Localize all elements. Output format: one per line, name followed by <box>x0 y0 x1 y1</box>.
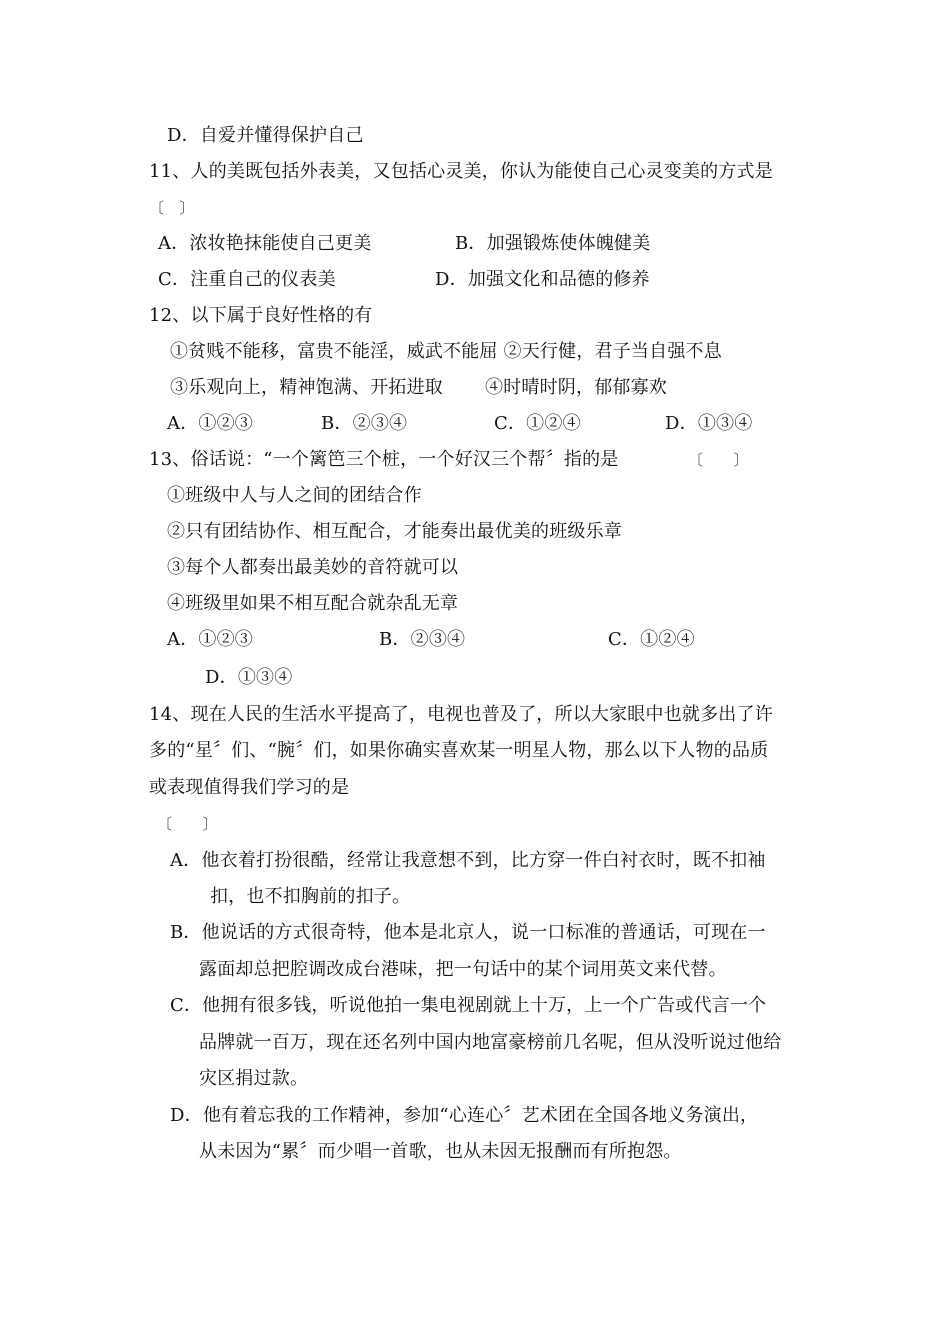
q14-option-a-line-1: A．他衣着打扮很酷，经常让我意想不到，比方穿一件白衬衣时，既不扣袖 <box>170 850 766 871</box>
q14-option-d-line-2: 从未因为“累〞而少唱一首歌，也从未因无报酬而有所抱怨。 <box>199 1141 682 1162</box>
q13-stem: 13、俗话说：“一个篱笆三个桩，一个好汉三个帮〞指的是 <box>149 449 619 470</box>
q11-option-b: B．加强锻炼使体魄健美 <box>455 233 651 254</box>
q11-stem-line-1: 11、人的美既包括外表美，又包括心灵美，你认为能使自己心灵变美的方式是 <box>149 161 773 182</box>
q11-answer-bracket: 〔 〕 <box>149 199 195 217</box>
q12-items-1-2: ①贫贱不能移，富贵不能淫，威武不能屈 ②天行健，君子当自强不息 <box>170 341 722 362</box>
q14-option-b-line-1: B．他说话的方式很奇特，他本是北京人，说一口标准的普通话，可现在一 <box>170 922 766 943</box>
q14-option-c-line-3: 灾区捐过款。 <box>199 1068 309 1089</box>
q11-option-c: C．注重自己的仪表美 <box>158 269 336 290</box>
q12-item-3: ③乐观向上，精神饱满、开拓进取 <box>170 377 443 398</box>
q14-stem-line-2: 多的“星〞们、“腕〞们，如果你确实喜欢某一明星人物，那么以下人物的品质 <box>149 740 769 761</box>
q14-option-c-line-2: 品牌就一百万，现在还名列中国内地富豪榜前几名呢，但从没听说过他给 <box>199 1032 782 1053</box>
q14-stem-line-3: 或表现值得我们学习的是 <box>149 777 350 798</box>
q13-option-d: D．①③④ <box>205 667 293 688</box>
q13-option-c: C．①②④ <box>608 629 695 650</box>
q13-option-b: B．②③④ <box>379 629 466 650</box>
q12-option-d: D．①③④ <box>665 413 753 434</box>
q12-item-4: ④时晴时阴，郁郁寡欢 <box>485 377 667 398</box>
q11-option-d: D．加强文化和品德的修养 <box>435 269 650 290</box>
q14-stem-line-1: 14、现在人民的生活水平提高了，电视也普及了，所以大家眼中也就多出了许 <box>149 704 773 725</box>
q14-option-b-line-2: 露面却总把腔调改成台港味，把一句话中的某个词用英文来代替。 <box>199 959 727 980</box>
q12-stem: 12、以下属于良好性格的有 <box>149 305 373 326</box>
q12-option-a: A．①②③ <box>167 413 253 434</box>
q12-option-b: B．②③④ <box>321 413 408 434</box>
q14-answer-bracket: 〔 〕 <box>157 815 218 833</box>
q13-answer-bracket: 〔 〕 <box>688 451 749 469</box>
q10-option-d: D．自爱并懂得保护自己 <box>167 125 364 146</box>
q13-item-2: ②只有团结协作、相互配合，才能奏出最优美的班级乐章 <box>167 521 622 542</box>
q11-option-a: A．浓妆艳抹能使自己更美 <box>158 233 372 254</box>
q13-item-1: ①班级中人与人之间的团结合作 <box>167 485 422 506</box>
q13-option-a: A．①②③ <box>167 629 253 650</box>
q13-item-4: ④班级里如果不相互配合就杂乱无章 <box>167 593 459 614</box>
q14-option-c-line-1: C．他拥有很多钱，听说他拍一集电视剧就上十万，上一个广告或代言一个 <box>170 995 767 1016</box>
q13-item-3: ③每个人都奏出最美妙的音符就可以 <box>167 557 459 578</box>
q12-option-c: C．①②④ <box>494 413 581 434</box>
q14-option-a-line-2: 扣，也不扣胸前的扣子。 <box>210 886 411 907</box>
q14-option-d-line-1: D．他有着忘我的工作精神，参加“心连心〞艺术团在全国各地义务演出， <box>170 1105 759 1126</box>
